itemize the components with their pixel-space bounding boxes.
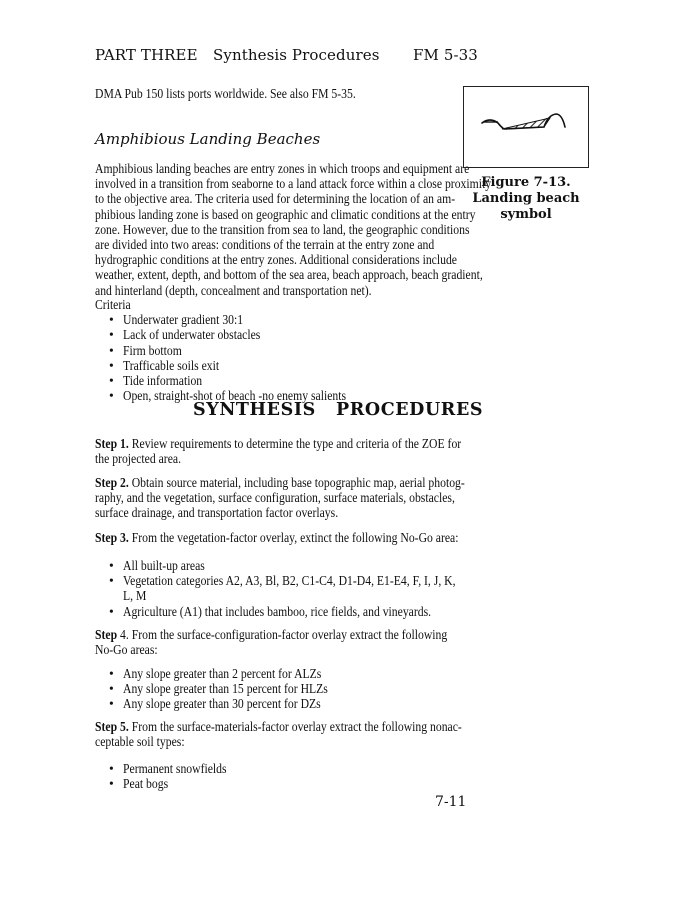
- paragraph-line: are divided into two areas: conditions of the terrain at the entry zone and: [95, 237, 435, 253]
- header-section: Synthesis Procedures: [213, 46, 380, 64]
- page-number: 7-11: [435, 794, 467, 810]
- paragraph-line: involved in a transition from seaborne to a land attack force within a close proximity: [95, 176, 492, 192]
- step-5-list: [109, 761, 243, 791]
- figure-caption: [463, 175, 589, 223]
- step-4-list: [109, 666, 361, 712]
- figure-caption-line: Figure 7-13.: [481, 175, 571, 190]
- step-label: Step 1.: [95, 436, 129, 451]
- step-5: Step 5. From the surface-materials-factor overlay extract the following nonac- ceptable soil types:: [95, 719, 462, 750]
- step-3: Step 3. From the vegetation-factor overlay, extinct the following No-Go area:: [95, 530, 459, 545]
- header-part: PART THREE: [95, 46, 198, 64]
- list-item: • Vegetation categories A2, A3, Bl, B2, C1-C4, D1-D4, E1-E4, F, I, J, K, L, M: [109, 573, 456, 604]
- figure-box: [463, 86, 589, 168]
- list-item: • Any slope greater than 30 percent for DZs: [109, 696, 321, 712]
- paragraph-line: to the objective area. The criteria used for determining the location of an am-: [95, 191, 456, 207]
- section-heading: SYNTHESIS PROCEDURES: [193, 400, 484, 420]
- paragraph-line: Amphibious landing beaches are entry zones in which troops and equipment are: [95, 161, 470, 176]
- paragraph-line: hydrographic conditions at the entry zones. Additional considerations include: [95, 252, 458, 268]
- criteria-block: [95, 297, 382, 403]
- list-item: • Lack of underwater obstacles: [109, 327, 261, 343]
- intro-line: DMA Pub 150 lists ports worldwide. See also FM 5-35.: [95, 86, 356, 101]
- step-label: Step 3.: [95, 530, 129, 545]
- list-item: • Peat bogs: [109, 776, 169, 792]
- landing-beach-symbol-icon: [464, 87, 588, 167]
- step-2: Step 2. Obtain source material, including base topographic map, aerial photog- raphy, and the vegetation, surface configuration, surface materials, obstacles, surface drainage, and transportation factor overlays.: [95, 475, 465, 521]
- subsection-title: Amphibious Landing Beaches: [95, 130, 321, 148]
- paragraph-line: weather, extent, depth, and bottom of the sea area, beach approach, beach gradient,: [95, 267, 483, 283]
- list-item: • Any slope greater than 2 percent for ALZs: [109, 666, 322, 681]
- list-item: • Open, straight-shot of beach -no enemy salients: [109, 388, 347, 404]
- list-item: • Any slope greater than 15 percent for HLZs: [109, 681, 328, 697]
- list-item: • Underwater gradient 30:1: [109, 312, 244, 328]
- step-label: Step 2.: [95, 475, 129, 490]
- step-1: Step 1. Review requirements to determine the type and criteria of the ZOE for the projected area.: [95, 436, 462, 467]
- list-item: • Agriculture (A1) that includes bamboo, rice fields, and vineyards.: [109, 603, 432, 619]
- paragraph-line: and hinterland (depth, concealment and transportation net).: [95, 282, 372, 298]
- criteria-label: Criteria: [95, 297, 131, 312]
- figure-caption-line: Landing beach: [472, 191, 580, 206]
- list-item: • Tide information: [109, 373, 203, 389]
- criteria-list: [109, 312, 382, 403]
- list-item: • Trafficable soils exit: [109, 357, 220, 373]
- step-3-list: [109, 558, 510, 619]
- list-item: • Firm bottom: [109, 342, 182, 358]
- list-item: • All built-up areas: [109, 558, 205, 573]
- paragraph-line: zone. However, due to the transition from sea to land, the geographic conditions: [95, 221, 470, 237]
- figure-caption-line: symbol: [500, 207, 552, 222]
- list-item: • Permanent snowfields: [109, 761, 227, 776]
- step-label: Step 5.: [95, 719, 129, 734]
- step-label: Step: [95, 627, 118, 642]
- step-4: Step 4. From the surface-configuration-factor overlay extract the following No-Go areas:: [95, 627, 448, 658]
- paragraph-line: phibious landing zone is based on geographic and climatic conditions at the entry: [95, 206, 476, 222]
- header-manual: FM 5-33: [413, 46, 478, 64]
